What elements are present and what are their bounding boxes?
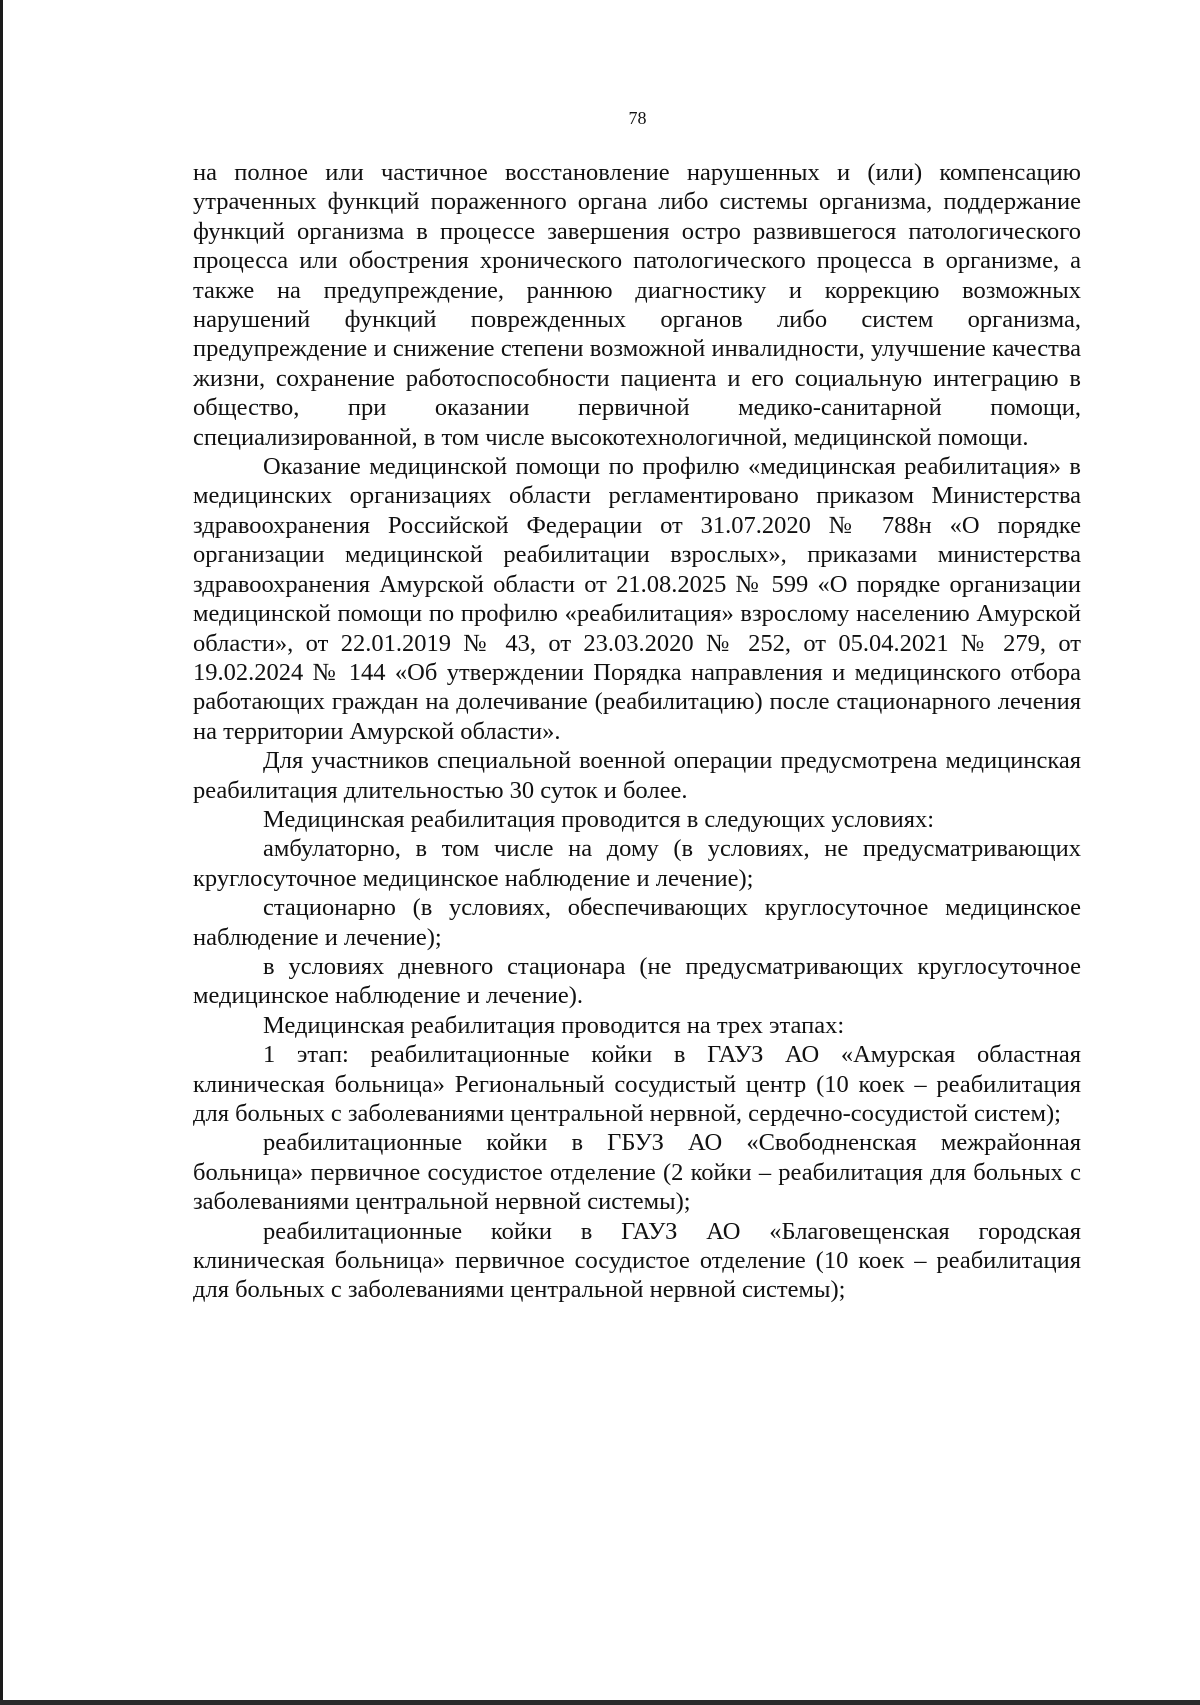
paragraph-11: реабилитационные койки в ГАУЗ АО «Благовещенская городская клиническая больница» первичное сосудистое отделение (10 коек – реабилитация для больных с заболеваниями центральной нервной системы); xyxy=(193,1217,1081,1304)
paragraph-4: Медицинская реабилитация проводится в следующих условиях: xyxy=(263,805,935,833)
paragraph-8: Медицинская реабилитация проводится на трех этапах: xyxy=(263,1011,845,1039)
paragraph-7: в условиях дневного стационара (не предусматривающих круглосуточное медицинское наблюдение и лечение). xyxy=(193,952,1081,1010)
paragraph-2: Оказание медицинской помощи по профилю «медицинская реабилитация» в медицинских организациях области регламентировано приказом Министерства здравоохранения Российской Федерации от 31.07.2020 № 788н «О порядке организации медицинской реабилитации взрослых», приказами министерства здравоохранения Амурской области от 21.08.2025 № 599 «О порядке организации медицинской помощи по профилю «реабилитация» взрослому населению Амурской области», от 22.01.2019 № 43, от 23.03.2020 № 252, от 05.04.2021 № 279, от 19.02.2024 № 144 «Об утверждении Порядка направления и медицинского отбора работающих граждан на долечивание (реабилитацию) после стационарного лечения на территории Амурской области». xyxy=(193,453,1081,745)
paragraph-3: Для участников специальной военной операции предусмотрена медицинская реабилитация длительностью 30 суток и более. xyxy=(193,747,1081,804)
paragraph-5: амбулаторно, в том числе на дому (в условиях, не предусматривающих круглосуточное медицинское наблюдение и лечение); xyxy=(193,835,1081,892)
paragraph-9: 1 этап: реабилитационные койки в ГАУЗ АО «Амурская областная клиническая больница» Региональный сосудистый центр (10 коек – реабилитация для больных с заболеваниями центральной нервной, сердечно-сосудистой систем); xyxy=(193,1041,1081,1127)
scan-edge-left xyxy=(0,0,3,1705)
paragraph-6: стационарно (в условиях, обеспечивающих круглосуточное медицинское наблюдение и лечение); xyxy=(193,894,1081,951)
document-body xyxy=(193,158,1081,1305)
page-number: 78 xyxy=(628,108,647,128)
paragraph-10: реабилитационные койки в ГБУЗ АО «Свободненская межрайонная больница» первичное сосудистое отделение (2 койки – реабилитация для больных с заболеваниями центральной нервной системы); xyxy=(193,1129,1081,1216)
scan-edge-bottom xyxy=(0,1700,1200,1705)
paragraph-1: на полное или частичное восстановление нарушенных и (или) компенсацию утраченных функций пораженного органа либо системы организма, поддержание функций организма в процессе завершения остро развившегося патологического процесса или обострения хронического патологического процесса в организме, а также на предупреждение, раннюю диагностику и коррекцию возможных нарушений функций поврежденных органов либо систем организма, предупреждение и снижение степени возможной инвалидности, улучшение качества жизни, сохранение работоспособности пациента и его социальную интеграцию в общество, при оказании первичной медико-санитарной помощи, специализированной, в том числе высокотехнологичной, медицинской помощи. xyxy=(193,159,1081,451)
